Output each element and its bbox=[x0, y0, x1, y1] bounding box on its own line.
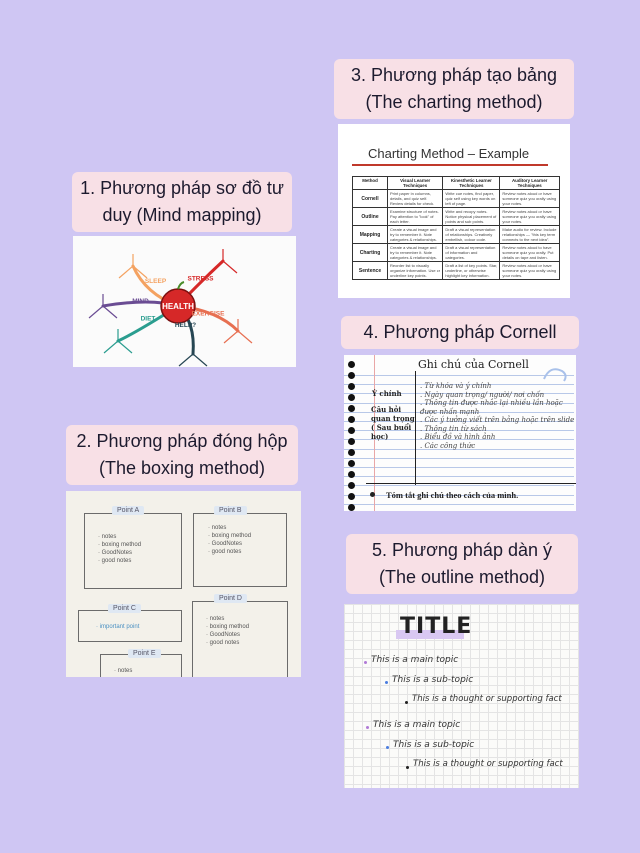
outline-line: This is a thought or supporting fact bbox=[413, 759, 563, 769]
table-row bbox=[353, 262, 560, 280]
mind-map-sub-branch bbox=[224, 331, 238, 343]
binder-hole bbox=[348, 471, 355, 478]
apple-stem bbox=[178, 282, 184, 289]
list-item: . Thông tin từ sách bbox=[420, 424, 487, 433]
table-cell: Review notes aloud or have someone quiz you orally using your notes. bbox=[500, 190, 560, 208]
health-label: HEALTH bbox=[162, 302, 194, 311]
outline-line: This is a main topic bbox=[371, 655, 459, 665]
point-tag: Point C bbox=[108, 604, 141, 613]
point-tag: Point B bbox=[214, 506, 247, 515]
row-method: Sentence bbox=[353, 262, 388, 280]
ruled-line bbox=[344, 485, 574, 486]
table-cell: Make audio for review. Include relationships — "this key term connects to the next idea". bbox=[500, 226, 560, 244]
mind-mapping-label: 1. Phương pháp sơ đồ tư duy (Mind mapping) bbox=[72, 172, 292, 232]
box-notes: · important point bbox=[96, 624, 140, 630]
point-tag: Point A bbox=[112, 506, 144, 515]
box-notes: · notes · boxing method · GoodNotes · good notes bbox=[208, 525, 252, 555]
table-row bbox=[353, 244, 560, 262]
summary-divider bbox=[366, 483, 576, 484]
mind-map-branch-label: DIET bbox=[140, 315, 156, 323]
mind-map-branch-label: STRESS bbox=[187, 275, 214, 283]
table-cell: Write cue notes, find paper, quiz self using key words on left of page. bbox=[443, 190, 500, 208]
outline-method-label: 5. Phương pháp dàn ý (The outline method) bbox=[346, 534, 578, 594]
table-cell: Review notes aloud or have someone quiz you orally using your notes. bbox=[500, 208, 560, 226]
boxing-method-label: 2. Phương pháp đóng hộp (The boxing method) bbox=[66, 425, 298, 485]
cue-questions: Câu hỏi quan trọng ( Sau buổi học) bbox=[371, 405, 415, 441]
list-item: . Các ý tưởng viết trên bảng hoặc trên slide bbox=[420, 416, 575, 424]
mind-map-sub-branch bbox=[103, 306, 117, 318]
corner-swirl-icon bbox=[540, 363, 572, 385]
table-row bbox=[353, 226, 560, 244]
title-underline bbox=[352, 164, 548, 166]
binder-hole bbox=[348, 372, 355, 379]
cornell-notes-card bbox=[344, 355, 576, 511]
charting-example-card bbox=[338, 124, 570, 298]
mind-map-sub-branch bbox=[118, 341, 132, 353]
point-tag: Point E bbox=[128, 649, 161, 658]
outline-line: This is a main topic bbox=[373, 720, 461, 730]
charting-table bbox=[352, 176, 560, 280]
table-header: Visual Learner Techniques bbox=[388, 177, 443, 190]
mind-map-card bbox=[73, 236, 296, 367]
cornell-summary: Tóm tắt ghi chú theo cách của mình. bbox=[386, 490, 519, 500]
table-cell: Write and recopy notes. Notice physical placement of points and sub points. bbox=[443, 208, 500, 226]
box-notes: · notes bbox=[114, 668, 133, 674]
outline-method-card bbox=[344, 604, 579, 788]
mind-map-branch-label: HELP? bbox=[174, 322, 197, 329]
box-notes: · notes · boxing method · GoodNotes · good notes bbox=[98, 534, 142, 564]
row-method: Charting bbox=[353, 244, 388, 262]
row-method: Cornell bbox=[353, 190, 388, 208]
mind-map-sub-branch bbox=[193, 354, 207, 366]
notes-list bbox=[420, 382, 576, 450]
list-item: . Các công thức bbox=[420, 441, 476, 450]
table-cell: Create a visual image and try to remember it. Note categories & relationships. bbox=[388, 244, 443, 262]
summary-bullet bbox=[370, 492, 375, 497]
bullet bbox=[386, 746, 389, 749]
binder-hole bbox=[348, 416, 355, 423]
mind-map-branch-label: SLEEP bbox=[144, 278, 167, 285]
table-cell: Draft a visual representation of relationships. Creatively embellish, colour code. bbox=[443, 226, 500, 244]
mind-map-sub-branch bbox=[223, 261, 237, 273]
box-notes: · notes · boxing method · GoodNotes · good notes bbox=[206, 616, 250, 646]
outline-line: This is a sub-topic bbox=[392, 675, 474, 685]
cue-divider bbox=[415, 371, 416, 485]
table-cell: Review notes aloud to have someone quiz you orally. Put details on tape and listen. bbox=[500, 244, 560, 262]
ruled-line bbox=[344, 467, 574, 468]
cornell-title: Ghi chú của Cornell bbox=[418, 358, 529, 371]
mind-map-sub-branch bbox=[119, 266, 133, 278]
bullet bbox=[364, 661, 367, 664]
mind-map-branch-label: EXERCISE bbox=[191, 310, 225, 318]
row-method: Mapping bbox=[353, 226, 388, 244]
binder-hole bbox=[348, 504, 355, 511]
bullet bbox=[405, 701, 408, 704]
bullet bbox=[385, 681, 388, 684]
list-item: . Biểu đồ và hình ảnh bbox=[420, 433, 496, 441]
binder-hole bbox=[348, 438, 355, 445]
table-cell: Create a visual image and try to remember it. Note categories & relationships. bbox=[388, 226, 443, 244]
binder-hole bbox=[348, 405, 355, 412]
cornell-method-label: 4. Phương pháp Cornell bbox=[341, 316, 579, 349]
outline-line: This is a sub-topic bbox=[393, 740, 475, 750]
cue-key-ideas: Ý chính bbox=[372, 389, 402, 398]
table-row bbox=[353, 190, 560, 208]
point-tag: Point D bbox=[214, 594, 247, 603]
charting-method-label: 3. Phương pháp tạo bảng (The charting method) bbox=[334, 59, 574, 119]
outline-line: This is a thought or supporting fact bbox=[412, 694, 562, 704]
ruled-line bbox=[344, 476, 574, 477]
table-cell: Reorder list to visually organize information. Use cr underline key points. bbox=[388, 262, 443, 280]
outline-title: TITLE bbox=[400, 614, 473, 639]
mind-map-sub-branch bbox=[179, 354, 193, 366]
binder-hole bbox=[348, 449, 355, 456]
bullet bbox=[406, 766, 409, 769]
table-cell: Draft a list of key points. Star, underline, or otherwise highlight key information. bbox=[443, 262, 500, 280]
ruled-line bbox=[344, 458, 574, 459]
mind-map-branch-label: MIND bbox=[132, 298, 149, 305]
list-item: . Thông tin được nhắc lại nhiều lần hoặc được nhấn mạnh bbox=[420, 399, 563, 416]
table-cell: Draft a visual representation of information and categories. bbox=[443, 244, 500, 262]
row-method: Outline bbox=[353, 208, 388, 226]
table-cell: Print paper in columns, details, and quiz self. Review details for check. bbox=[388, 190, 443, 208]
list-item: . Ngày quan trọng/ người/ nơi chốn bbox=[420, 390, 545, 399]
binder-hole bbox=[348, 460, 355, 467]
binder-hole bbox=[348, 383, 355, 390]
mind-map-sub-branch bbox=[104, 341, 118, 353]
binder-hole bbox=[348, 482, 355, 489]
boxing-method-card bbox=[66, 491, 301, 677]
binder-hole bbox=[348, 427, 355, 434]
table-cell: Examine structure of notes. Pay attention to "look" of each letter. bbox=[388, 208, 443, 226]
binder-hole bbox=[348, 394, 355, 401]
mind-map-sub-branch bbox=[209, 261, 223, 273]
list-item: . Từ khóa và ý chính bbox=[420, 382, 492, 390]
binder-hole bbox=[348, 493, 355, 500]
mind-map-sub-branch bbox=[238, 331, 252, 343]
mind-map-drawing bbox=[73, 236, 296, 367]
bullet bbox=[366, 726, 369, 729]
chart-example-title: Charting Method – Example bbox=[368, 146, 530, 161]
binder-hole bbox=[348, 361, 355, 368]
mind-map-sub-branch bbox=[89, 306, 103, 318]
ruled-line bbox=[344, 504, 574, 505]
table-header: Method bbox=[353, 177, 388, 190]
table-header: Kinesthetic Learner Techniques bbox=[443, 177, 500, 190]
table-cell: Review notes aloud or have someone quiz you orally using your notes. bbox=[500, 262, 560, 280]
table-row bbox=[353, 208, 560, 226]
table-header: Auditory Learner Techniques bbox=[500, 177, 560, 190]
